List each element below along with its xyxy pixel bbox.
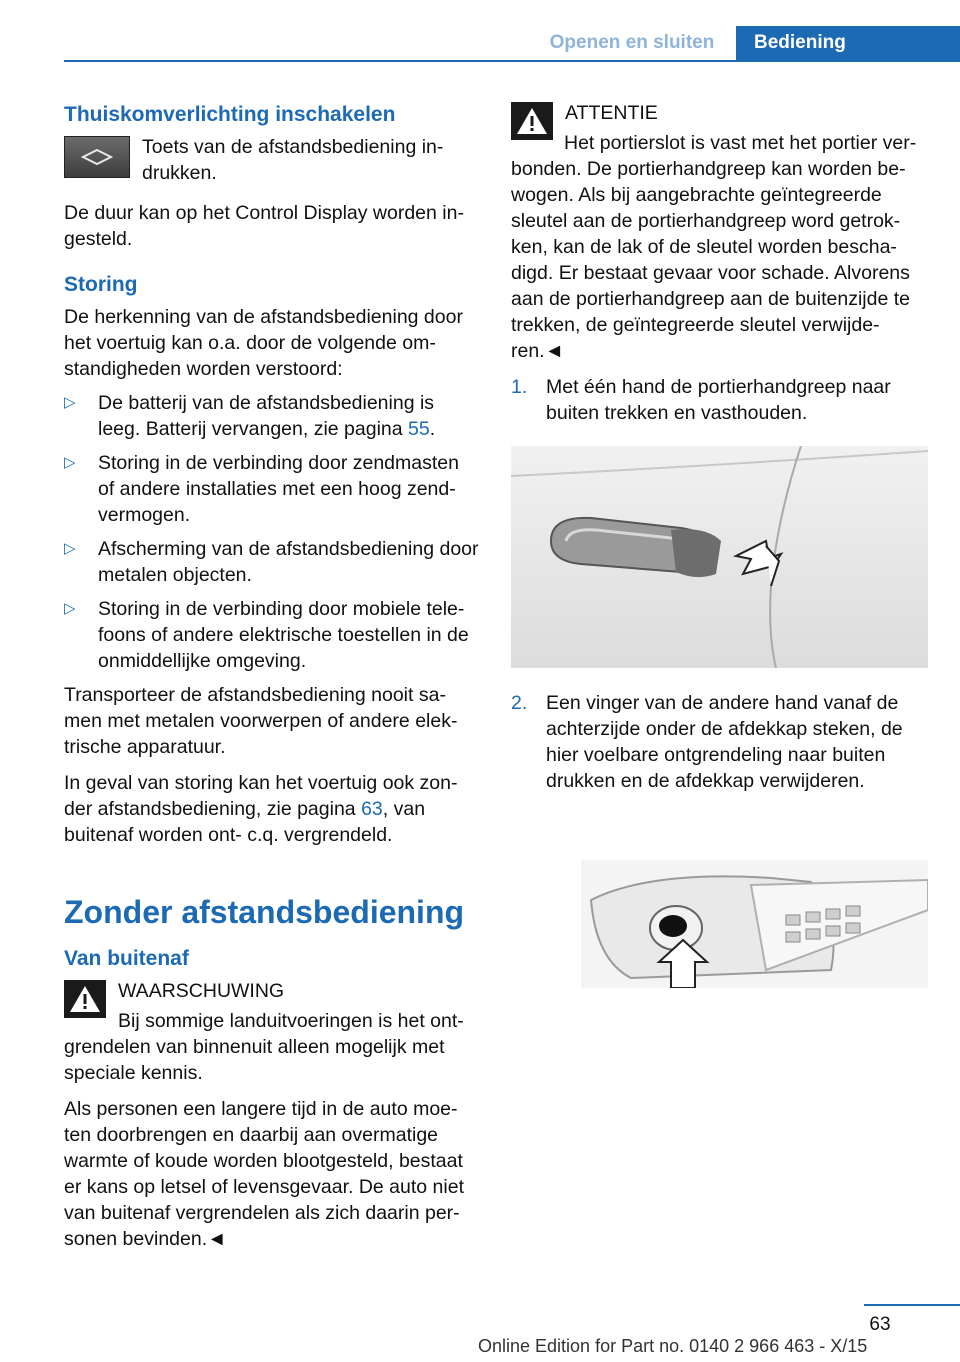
page-link-55[interactable]: 55 <box>408 418 430 440</box>
list-item <box>64 536 480 588</box>
steps-list-2 <box>511 690 931 794</box>
list-item-text: Afscherming van de afstandsbediening door metalen objecten. <box>98 538 479 586</box>
fault-text-post: , van buitenaf worden ont- c.q. vergrendeld. <box>64 798 426 846</box>
page-link-63[interactable]: 63 <box>361 798 383 820</box>
step-number: 2. <box>511 692 528 714</box>
attention-title: ATTENTIE <box>565 102 658 124</box>
list-item-text: Storing in de verbinding door mobiele tele-foons of andere elektrische toestellen in de onmiddellijke omgeving. <box>98 598 469 672</box>
footer-rule <box>864 1304 960 1306</box>
warning-triangle-icon <box>64 980 106 1018</box>
bullet-triangle-icon: ▷ <box>64 394 76 411</box>
key-instruction-text: Toets van de afstandsbediening in-drukken. <box>142 136 444 184</box>
list-item-text: Storing in de verbinding door zendmasten of andere installaties met een hoog zend-vermogen. <box>98 452 459 526</box>
fault-text <box>64 770 480 848</box>
heading-storing: Storing <box>64 273 138 296</box>
remote-key-button-icon <box>64 136 130 178</box>
attention-triangle-icon <box>511 102 553 140</box>
warning-text: Bij sommige landuitvoeringen is het ont-grendelen van binnenuit alleen mogelijk met speciale kennis. <box>64 1010 464 1084</box>
duration-text: De duur kan op het Control Display worden in-gesteld. <box>64 202 464 250</box>
step-number: 1. <box>511 376 528 398</box>
fault-text-pre: In geval van storing kan het voertuig ook zon-der afstandsbediening, zie pagina <box>64 772 458 820</box>
storing-list <box>64 390 480 674</box>
step-text: Een vinger van de andere hand vanaf de achterzijde onder de afdekkap steken, de hier voelbare ontgrendeling naar buiten drukken en de afdekkap verwijderen. <box>546 692 903 792</box>
header-tab-chapter[interactable]: Bediening <box>736 26 960 62</box>
list-item <box>64 450 480 528</box>
storing-intro: De herkenning van de afstandsbediening door het voertuig kan o.a. door de volgende om-standigheden worden verstoord: <box>64 306 463 380</box>
left-column <box>64 100 480 1262</box>
step-2 <box>511 690 931 794</box>
header-tab-section[interactable]: Openen en sluiten <box>549 32 715 53</box>
header-rule <box>64 60 960 62</box>
cover-cap-photo <box>511 860 928 988</box>
warning-title: WAARSCHUWING <box>118 980 285 1002</box>
transport-text: Transporteer de afstandsbediening nooit sa-men met metalen voorwerpen of andere elek-trische apparatuur. <box>64 684 458 758</box>
heading-zonder-afstandsbediening: Zonder afstandsbediening <box>64 894 465 930</box>
door-handle-photo <box>511 446 928 668</box>
list-item <box>64 596 480 674</box>
attention-text: Het portierslot is vast met het portier ver-bonden. De portierhandgreep kan worden be-wogen. Als bij aangebrachte geïntegreerde sleutel aan de portierhandgreep word getrok-ken, kan de lak of de sleutel worden bescha-digd. Er bestaat gevaar voor schade. Alvorens aan de portierhandgreep aan de buitenzijde te trekken, de geïntegreerde sleutel verwijde-ren.◄ <box>511 132 917 362</box>
key-instruction <box>64 134 480 186</box>
bullet-triangle-icon: ▷ <box>64 600 76 617</box>
heading-home-lighting: Thuiskomverlichting inschakelen <box>64 103 396 126</box>
step-1 <box>511 374 931 426</box>
page-number: 63 <box>869 1314 891 1335</box>
right-column <box>511 100 931 1010</box>
bullet-triangle-icon: ▷ <box>64 540 76 557</box>
warning-text-2: Als personen een langere tijd in de auto moe-ten doorbrengen en daarbij aan overmatige warmte of koude worden blootgesteld, bestaat er kans op letsel of levensgevaar. De auto niet van buitenaf vergrendelen als zich daarin per-sonen bevinden.◄ <box>64 1098 464 1250</box>
list-item <box>64 390 480 442</box>
list-item-text: De batterij van de afstandsbediening is leeg. Batterij vervangen, zie pagina <box>98 392 435 440</box>
list-item-tail: . <box>429 418 436 440</box>
step-text: Met één hand de portierhandgreep naar buiten trekken en vasthouden. <box>546 376 891 424</box>
steps-list <box>511 374 931 426</box>
footer-edition: Online Edition for Part no. 0140 2 966 463 - X/15 <box>478 1336 868 1356</box>
heading-van-buitenaf: Van buitenaf <box>64 947 189 970</box>
bullet-triangle-icon: ▷ <box>64 454 76 471</box>
